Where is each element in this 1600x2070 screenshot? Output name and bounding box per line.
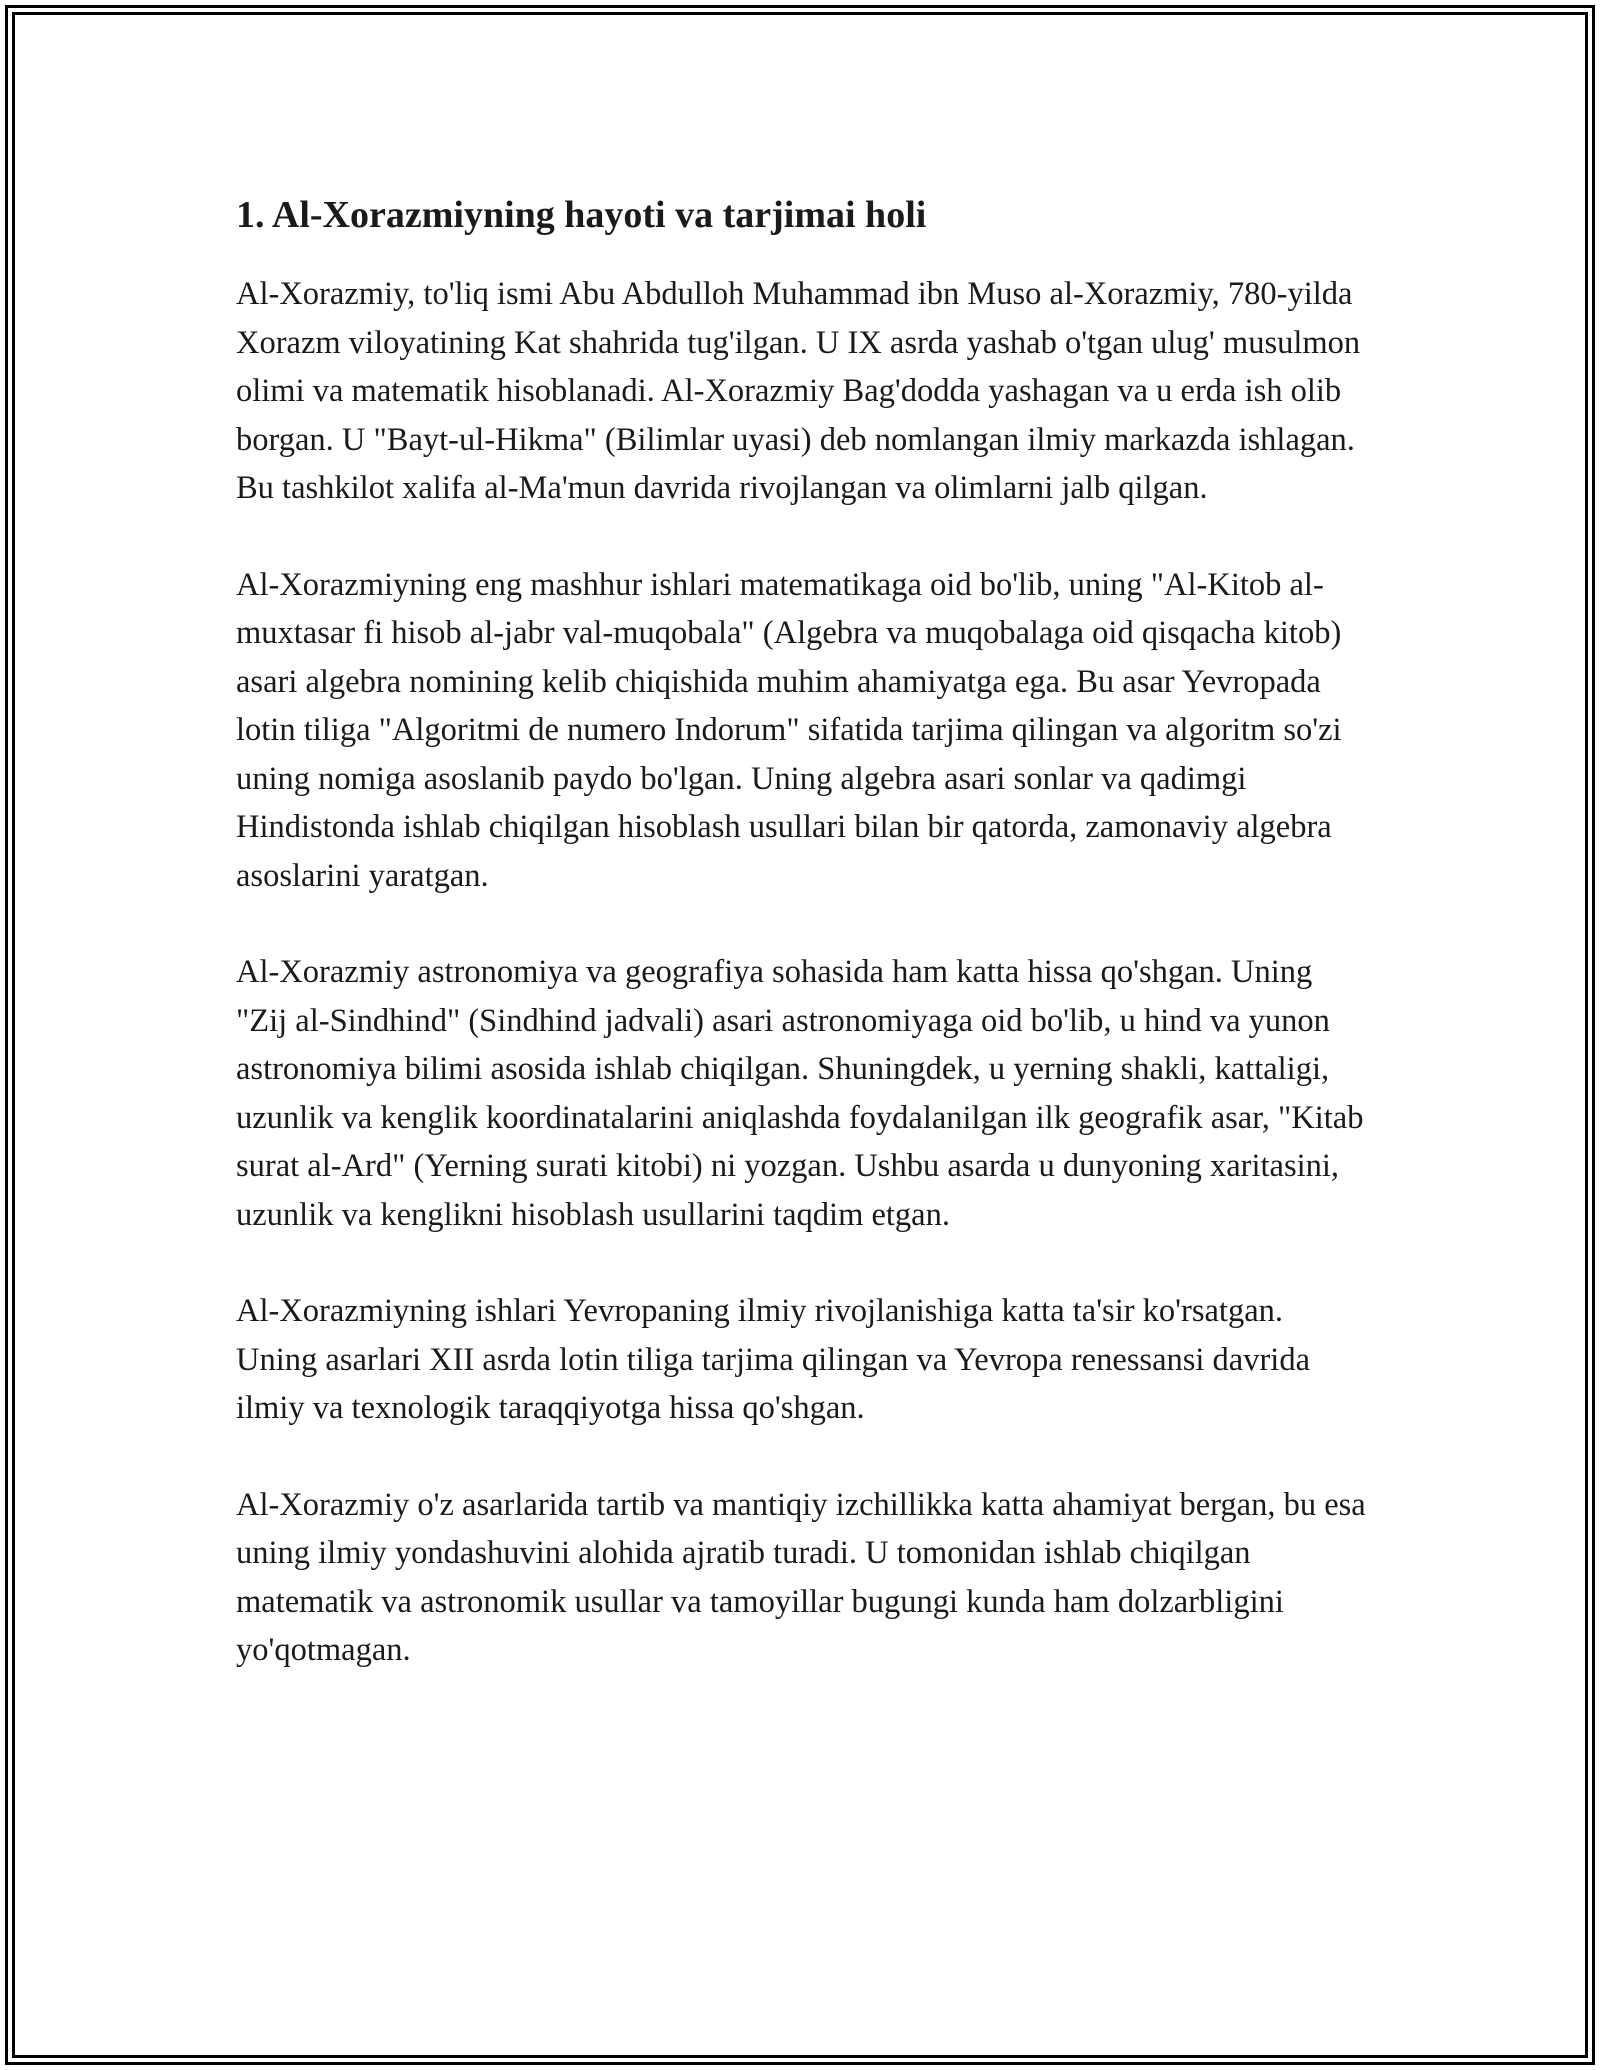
- paragraph-scientific-approach: Al-Xorazmiy o'z asarlarida tartib va mantiqiy izchillikka katta ahamiyat bergan, bu esa uning ilmiy yondashuvini alohida ajratib turadi. U tomonidan ishlab chiqilgan matematik va astronomik usullar va tamoyillar bugungi kunda ham dolzarbligini yo'qotmagan.: [236, 1486, 1366, 1668]
- paragraph-mathematics: Al-Xorazmiyning eng mashhur ishlari matematikaga oid bo'lib, uning "Al-Kitob al-muxtasar fi hisob al-jabr val-muqobala" (Algebra va muqobalaga oid qisqacha kitob) asari algebra nomining kelib chiqishida muhim ahamiyatga ega. Bu asar Yevropada lotin tiliga "Algoritmi de numero Indorum" sifatida tarjima qilingan va algoritm so'zi uning nomiga asoslanib paydo bo'lgan. Uning algebra asari sonlar va qadimgi Hindistonda ishlab chiqilgan hisoblash usullari bilan bir qatorda, zamonaviy algebra asoslarini yaratgan.: [236, 566, 1342, 894]
- paragraph-influence-europe: Al-Xorazmiyning ishlari Yevropaning ilmiy rivojlanishiga katta ta'sir ko'rsatgan. Uning asarlari XII asrda lotin tiliga tarjima qilingan va Yevropa renessansi davrida ilmiy va texnologik taraqqiyotga hissa qo'shgan.: [236, 1293, 1311, 1426]
- section-heading: 1. Al-Xorazmiyning hayoti va tarjimai holi: [236, 194, 927, 236]
- document-body: [236, 186, 1366, 1723]
- paragraph-astronomy-geography: Al-Xorazmiy astronomiya va geografiya sohasida ham katta hissa qo'shgan. Uning "Zij al-Sindhind" (Sindhind jadvali) asari astronomiyaga oid bo'lib, u hind va yunon astronomiya bilimi asosida ishlab chiqilgan. Shuningdek, u yerning shakli, kattaligi, uzunlik va kenglik koordinatalarini aniqlashda foydalanilgan ilk geografik asar, "Kitab surat al-Ard" (Yerning surati kitobi) ni yozgan. Ushbu asarda u dunyoning xaritasini, uzunlik va kenglikni hisoblash usullarini taqdim etgan.: [236, 954, 1364, 1233]
- paragraph-biography: Al-Xorazmiy, to'liq ismi Abu Abdulloh Muhammad ibn Muso al-Xorazmiy, 780-yilda Xorazm viloyatining Kat shahrida tug'ilgan. U IX asrda yashab o'tgan ulug' musulmon olimi va matematik hisoblanadi. Al-Xorazmiy Bag'dodda yashagan va u erda ish olib borgan. U "Bayt-ul-Hikma" (Bilimlar uyasi) deb nomlangan ilmiy markazda ishlagan. Bu tashkilot xalifa al-Ma'mun davrida rivojlangan va olimlarni jalb qilgan.: [236, 276, 1361, 506]
